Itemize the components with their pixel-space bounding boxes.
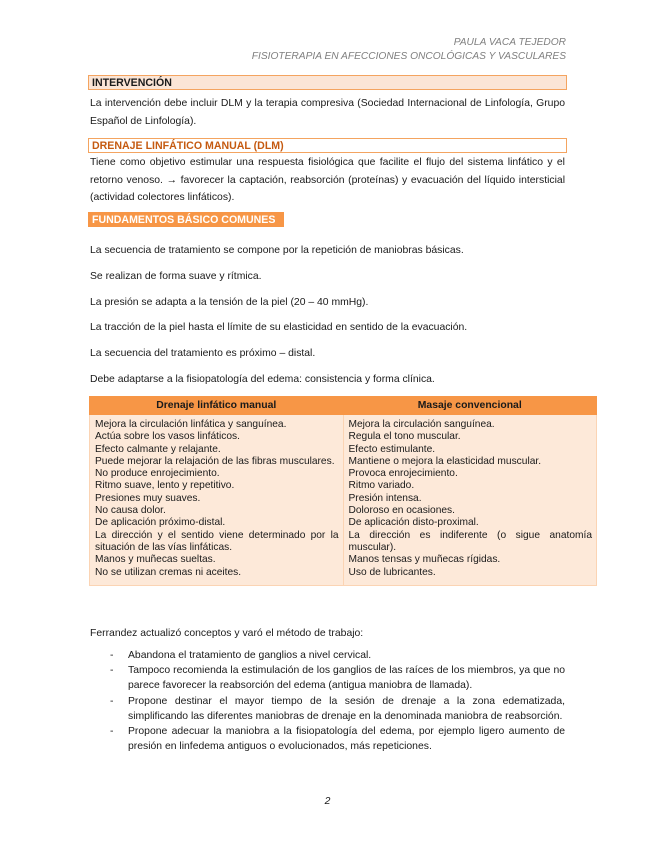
masaje-item: Manos tensas y muñecas rígidas. — [348, 554, 501, 566]
ferrandez-list — [110, 648, 565, 754]
masaje-item: Ritmo variado. — [348, 480, 415, 492]
list-item — [110, 724, 565, 754]
dlm-item: Ritmo suave, lento y repetitivo. — [95, 480, 235, 492]
intervencion-text: La intervención debe incluir DLM y la terapia compresiva (Sociedad Internacional de Linfología, Grupo Español de Linfología). — [90, 98, 565, 127]
dlm-item: Manos y muñecas sueltas. — [95, 554, 216, 566]
masaje-item: Efecto estimulante. — [348, 443, 436, 455]
table-cell-dlm — [90, 415, 344, 586]
dlm-item: No se utilizan cremas ni aceites. — [95, 566, 242, 578]
dlm-item: Presiones muy suaves. — [95, 492, 201, 504]
dlm-item: De aplicación próximo-distal. — [95, 517, 226, 529]
table-header-masaje: Masaje convencional — [343, 397, 597, 415]
dlm-item: No produce enrojecimiento. — [95, 468, 220, 480]
list-item — [110, 648, 565, 663]
section-heading-dlm: DRENAJE LINFÁTICO MANUAL (DLM) — [88, 138, 567, 153]
dlm-item: La dirección y el sentido viene determinado por la situación de las vías linfáticas. — [95, 529, 339, 553]
table-cell-masaje — [343, 415, 597, 586]
header-subtitle: FISIOTERAPIA EN AFECCIONES ONCOLÓGICAS Y VASCULARES — [251, 51, 566, 62]
ferrandez-intro: Ferrandez actualizó conceptos y varó el método de trabajo: — [90, 628, 364, 639]
fundamentos-line: La tracción de la piel hasta el límite de su elasticidad en sentido de la evacuación. — [90, 322, 468, 333]
fundamentos-line: La presión se adapta a la tensión de la piel (20 – 40 mmHg). — [90, 297, 369, 308]
fundamentos-line: Se realizan de forma suave y rítmica. — [90, 271, 262, 282]
list-item-text: Propone destinar el mayor tiempo de la sesión de drenaje a la zona edematizada, simplificando las diferentes maniobras de drenaje en la denominada maniobra de reabsorción. — [128, 695, 565, 722]
fundamentos-line: La secuencia de tratamiento se compone por la repetición de maniobras básicas. — [90, 245, 464, 256]
dash-marker: - — [110, 726, 114, 738]
header-author: PAULA VACA TEJEDOR — [453, 37, 566, 48]
masaje-item: De aplicación disto-proximal. — [348, 517, 479, 529]
masaje-item: Presión intensa. — [348, 492, 422, 504]
dlm-item: Puede mejorar la relajación de las fibras musculares. — [95, 455, 335, 467]
masaje-item: Regula el tono muscular. — [348, 431, 461, 443]
list-item — [110, 694, 565, 724]
masaje-item: Uso de lubricantes. — [348, 566, 436, 578]
dash-marker: - — [110, 695, 114, 707]
masaje-item: Mejora la circulación sanguínea. — [348, 419, 495, 430]
dash-marker: - — [110, 665, 114, 677]
fundamentos-line: La secuencia del tratamiento es próximo – distal. — [90, 348, 316, 359]
dash-marker: - — [110, 650, 114, 661]
list-item — [110, 663, 565, 693]
dlm-item: Mejora la circulación linfática y sanguínea. — [95, 419, 287, 430]
comparison-table — [89, 396, 597, 586]
dlm-item: Actúa sobre los vasos linfáticos. — [95, 431, 240, 443]
dlm-item: Efecto calmante y relajante. — [95, 443, 221, 455]
table-row — [90, 415, 597, 586]
masaje-item: Mantiene o mejora la elasticidad muscular. — [348, 455, 542, 467]
dlm-item: No causa dolor. — [95, 505, 166, 517]
section-heading-fundamentos: FUNDAMENTOS BÁSICO COMUNES — [88, 212, 284, 227]
masaje-item: Provoca enrojecimiento. — [348, 468, 458, 480]
fundamentos-line: Debe adaptarse a la fisiopatología del edema: consistencia y forma clínica. — [90, 374, 435, 385]
masaje-item: La dirección es indiferente (o sigue anatomía muscular). — [348, 529, 592, 553]
masaje-item: Doloroso en ocasiones. — [348, 505, 455, 517]
table-header-dlm: Drenaje linfático manual — [90, 397, 344, 415]
page-number: 2 — [324, 796, 331, 807]
list-item-text: Propone adecuar la maniobra a la fisiopatología del edema, por ejemplo ligero aumento de presión en linfedema antiguos o evolucionados, más repeticiones. — [128, 726, 565, 753]
list-item-text: Tampoco recomienda la estimulación de los ganglios de las raíces de los miembros, ya que no parece favorecer la reabsorción del edema (antigua maniobra de llamada). — [128, 665, 565, 692]
section-heading-intervencion: INTERVENCIÓN — [88, 75, 567, 90]
list-item-text: Abandona el tratamiento de ganglios a nivel cervical. — [128, 650, 372, 661]
table-header-row — [90, 397, 597, 415]
dlm-text: Tiene como objetivo estimular una respuesta fisiológica que facilite el flujo del sistema linfático y el retorno venoso. → favorecer la captación, reabsorción (proteínas) y evacuación del líquido intersticial (actividad colectores linfáticos). — [90, 157, 565, 204]
